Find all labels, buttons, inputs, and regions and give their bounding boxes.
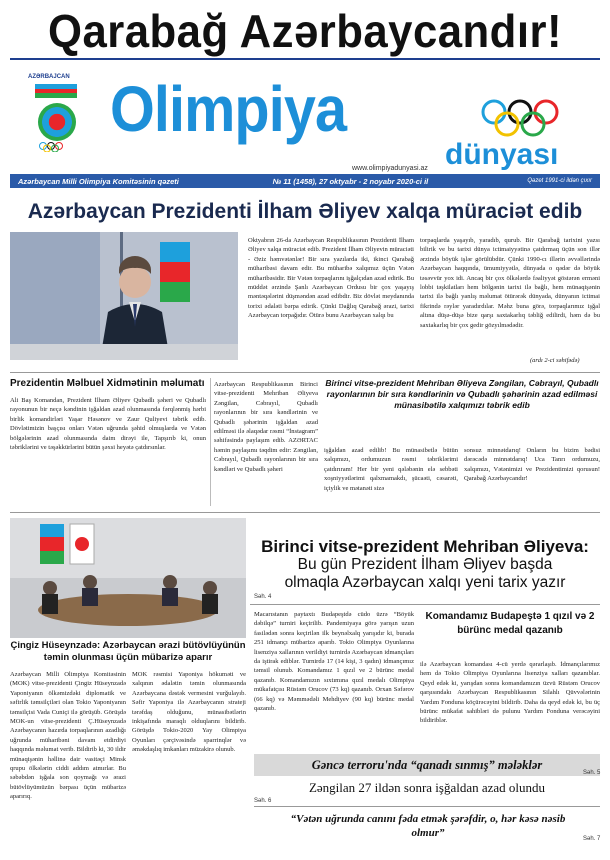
page-ref-7: Səh. 7 [583,836,601,842]
masthead-title: Olimpiya [110,73,347,145]
since-year: Qəzet 1991-ci ildən çıxır [527,178,593,184]
azerbaijan-flag-icon [35,84,77,98]
issue-bar [10,174,600,188]
budapest-title: Komandamız Budapeştə 1 qızıl və 2 bürünc medal qazanıb [425,611,595,636]
ganja-banner [254,754,600,776]
column-divider [210,378,211,506]
mehriban-intro-text: Azərbaycan Respublikasının Birinci vitse-prezidenti Mehriban Əliyeva Zəngilan, Cəbrayıl, Qubadlı rayonlarının bir sıra kəndlərinin ve Qubadlı şəhərinin işğaldan azad edilməsi ilə əlaqədar rəsmi “İnstagram” səhifəsində paylaşım edib. AZƏRTAC həmin paylaşımı təqdim edir: Zəngilan, Cəbrayıl, Qubadlı rayonlarının bir sıra kəndləri ve Qubadlı şəheri [214,381,318,473]
lead-column-1: Oktyabrın 26-da Azərbaycan Respublikasının Prezidenti İlham Əliyev xalqa müraciət edib. Prezident İlham Əliyevin müraciəti - Əziz həmvətənlər! Bir sıra yazılarda iki, ikinci Qarabağ müharibəsi davam edir. Bu müharibə xalqımız üçün Vətən müharibəsidir. Bir Vətən torpaqlarını işğalçıdan azad edirik. Bu müddət ərzində Şanlı Azərbaycan Ordusu bir çox yaşayış məntəqələrini düşməndən azad edibdir. Biz dövlət meydanında torixi ədaləti bərpa edirik. Çünki Dağlıq Qarabağ ərazi, tarixi Azərbaycan torpağıdır. Ötürə bunu Azərbaycan xalqı bu [248,237,414,320]
budapest-col1: Macarıstanın paytaxtı Budapeştdə cüdo üzrə “Böyük dəbilqə” turniri keçirilib. Pandemiyaya görə yarışın uzun fasilədən sonra keçirilən ilk beynəlxalq yarışıdır ki, burada 251 idmançı mübarizə aparıb. Tokio Olimpiya Oyunlarına lisenziya xallarının verildiyi turnirdə Azərbaycan idmançıları da iştirak ediblər. Turnirdə 17 (14 kişi, 3 qadın) idmançımız təmsil olunub. Komandamız 1 qızıl ve 2 bürünc medal qazanıb. Komandamızın sıxtımına qızıl medalı Olimpiya mükafatçısı Rüstəm Orucov (73 kq) qazanıb. Orxan Səfərov (66 kq) və Məmmədəli Mehdiyev (90 kq) bürünc medal qazanıb. [254,611,414,713]
mehriban-banner-line2: olmaqla Azərbaycan xalqı yeni tarix yazır [284,574,566,591]
budapest-col2: ilə Azərbaycan komandası 4-cü yerdə qərarlaşıb. İdmançılarımız hem də Tokio Olimpiya Oyunlarına lisenziya xalları qazanıblar. Qeyd edək ki, yarışdan sonra komandamızın üzvü Rüstəm Orucov qarşısındakı Azərbaycan Respublikasının Silahlı Qüvvələrinin Yardım Fonduna köçürəcəyini bildirib. Daha da qeyd edək ki, bu üç bürünc mükafat sahibləri də pulunu Yardım Fonduna verəcəyini bildiriblər. [420,661,600,725]
section-divider-2 [10,512,600,513]
mehriban-banner [250,538,600,592]
emblem-icon [38,103,76,141]
page-ref-4: Səh. 4 [254,594,272,600]
website[interactable]: www.olimpiyadunyasi.az [352,165,428,172]
ganja-banner-text: Gəncə terroru'nda “qanadı sınmış” mələklər [311,758,543,772]
olympic-rings-small-icon [34,142,80,152]
mehriban-banner-title: Birinci vitse-prezident Mehriban Əliyeva: [261,537,589,556]
president-photo [10,232,238,360]
press-service-title: Prezidentin Məlbuel Xidmətinin məlumatı [10,378,205,389]
quote-banner: “Vətən uğrunda canını fəda etmək şərəfdir, o, hər kəsə nəsib olmur” [290,813,566,839]
page-ref-6: Səh. 6 [254,798,272,804]
publisher: Azərbaycan Milli Olimpiya Komitəsinin qəzeti [18,176,179,186]
press-service-text: Ali Baş Komandan, Prezident İlham Əliyev Qubadlı şəheri ve Qubadlı rayonunun bir neçə kəndinin işğaldan azad olunmasında fərqlənmiş hərbi birlik komandirləri Yaşar Həsənov ve Zaur Quliyevi təbrik edib. Dövlətimizin başçısı onları Vətən uğrunda şəhid olmuşlarda ve Vətən bölgələrinin azad olunmasında daim dirəyi ile, Tapşırıb ki, onun təbriklərini ve təşəkkürlərini bütün şəxsi heyətə çatdırsınlar. [10,397,206,452]
chingiz-col2: MOK rəsmisi Yaponiya hökuməti ve xalqının ədalətin təmin olunmasında Azərbaycana dəstək vermesini vurğulayıb. Səfir Yaponiya ilə Azərbaycanın strateji tərəfdaş olduğunu, münasibətlərin inkişafında maraqlı olduqlarını bildirib. Görüşdə Tokio-2020 Yay Olimpiya Oyunları çərçivəsində sparrinqlər və əməkdaşlıq imkanları müzakirə olunub. [132,671,246,754]
slogan: Qarabağ Azərbaycandır! [47,5,562,57]
mehriban-article-col1: işğaldan azad edilib! Bu münasibetlə bütün xalqımızı, ordumuzun rəsmi təbriklərimi çatdırıram! Her bir yeni qələbənin elə sebbəti xoşniyyətlərimi qalxmamakdı, şücaəti, cəsarəti, içiylik ve mətanəti sizə [324,447,458,492]
page-ref-5: Səh. 5 [583,770,601,776]
chingiz-col1: Azərbaycan Milli Olimpiya Komitəsinin (MOK) vitse-prezidenti Çingiz Hüseynzadə Yaponiyanın ölkəmizdəki diplomatik ve səfirlik təmsilçiləri olan Tokio Yaponiyanın təmsilçisi Vada Cuniçi ilə görüşüb. Görüşdə MOK-un vitse-prezidenti Ç.Hüseynzadə Azərbaycanın hazırda torpaqlarının azadlığı uğrunda müharibəni davam etdirdiyi haqqında məlumat verib. Bildirib ki, 30 ildir münaqişənin həllinə dair vasitəçi Minsk qrupu ölkələrin ciddi addım atmırlar. Bu səbəbdən işğala son qoymağı və ərazi bütövlüyümüzün bərpası üçün mübarizə aparırıq. [10,671,126,801]
flag-label: AZƏRBAJCAN [28,74,70,80]
meeting-photo [10,518,246,638]
top-divider [10,58,600,60]
mehriban-article-title: Birinci vitse-prezident Mehriban Əliyeva Zəngilan, Cəbrayıl, Qubadlı rayonlarının bir sıra kəndlərinin və Qubadlı şəhərinin azad edilməsi münasibətilə xalqımızı təbrik edib [325,378,599,410]
olympic-rings-icon [470,98,590,138]
section-divider-4 [254,806,600,807]
continued-note: (ardı 2-ci səhifədə) [530,357,580,364]
section-divider [10,372,600,373]
zangilan-banner: Zəngilan 27 ildən sonra işğaldan azad olundu [308,780,546,795]
issue-number: № 11 (1458), 27 oktyabr - 2 noyabr 2020-ci il [272,176,429,186]
section-divider-3 [250,604,600,605]
mehriban-article-col2: sonsuz minnətdarıq! Onların bu bizim bədisi dərəcədə minnətdarıq! Uca Tanrı ordumuzu, xalqımızı, Vətənimizi ve Prezidentimizi qorusun! Qarabağ Azərbaycandır! [464,447,600,483]
masthead-subtitle: dünyası [445,138,559,171]
lead-headline: Azərbaycan Prezidenti İlham Əliyev xalqa müraciət edib [27,200,583,223]
lead-column-2: torpaqlarda yaşayıb, yaradıb, qurub. Bir Qarabağ tarixini yazsı bilirik ve bu tarixi dünya ictimaiyyətinə çatdırmaq üçün son illər ərzində böyük işlər görülübdür. Çünki 1990-cı illərin əvvəllərində Azərbaycan haqqında, ümumiyyətlə, dünyada o qədər də böyük təsəvvür yox idi. Ancaq bir çox ölkələrdə fəaliyyət göstərən erməni lobbi təşkilatları hem bölgənin tarixi ilə bağlı, hem münaqişənin tarixi ilə bağlı yanlış məlumat ötürərək dünyada, dünyanın ictimai fikrində rəylər yaradırdılar. Məhz buna görə, torpaqlarımız işğal altına düşə-düşə bize qarşı saxtakarlıq təbliğ edilirdi, həm də bu saxtakarlıq bir çox gedir gözyılmədədir. [420,237,600,329]
mehriban-banner-line1: Bu gün Prezident İlham Əliyev başda [297,556,553,573]
chingiz-title: Çingiz Hüseynzadə: Azərbaycan ərazi bütövlüyünün təmin olunması üçün mübarizə aparır [10,640,246,663]
